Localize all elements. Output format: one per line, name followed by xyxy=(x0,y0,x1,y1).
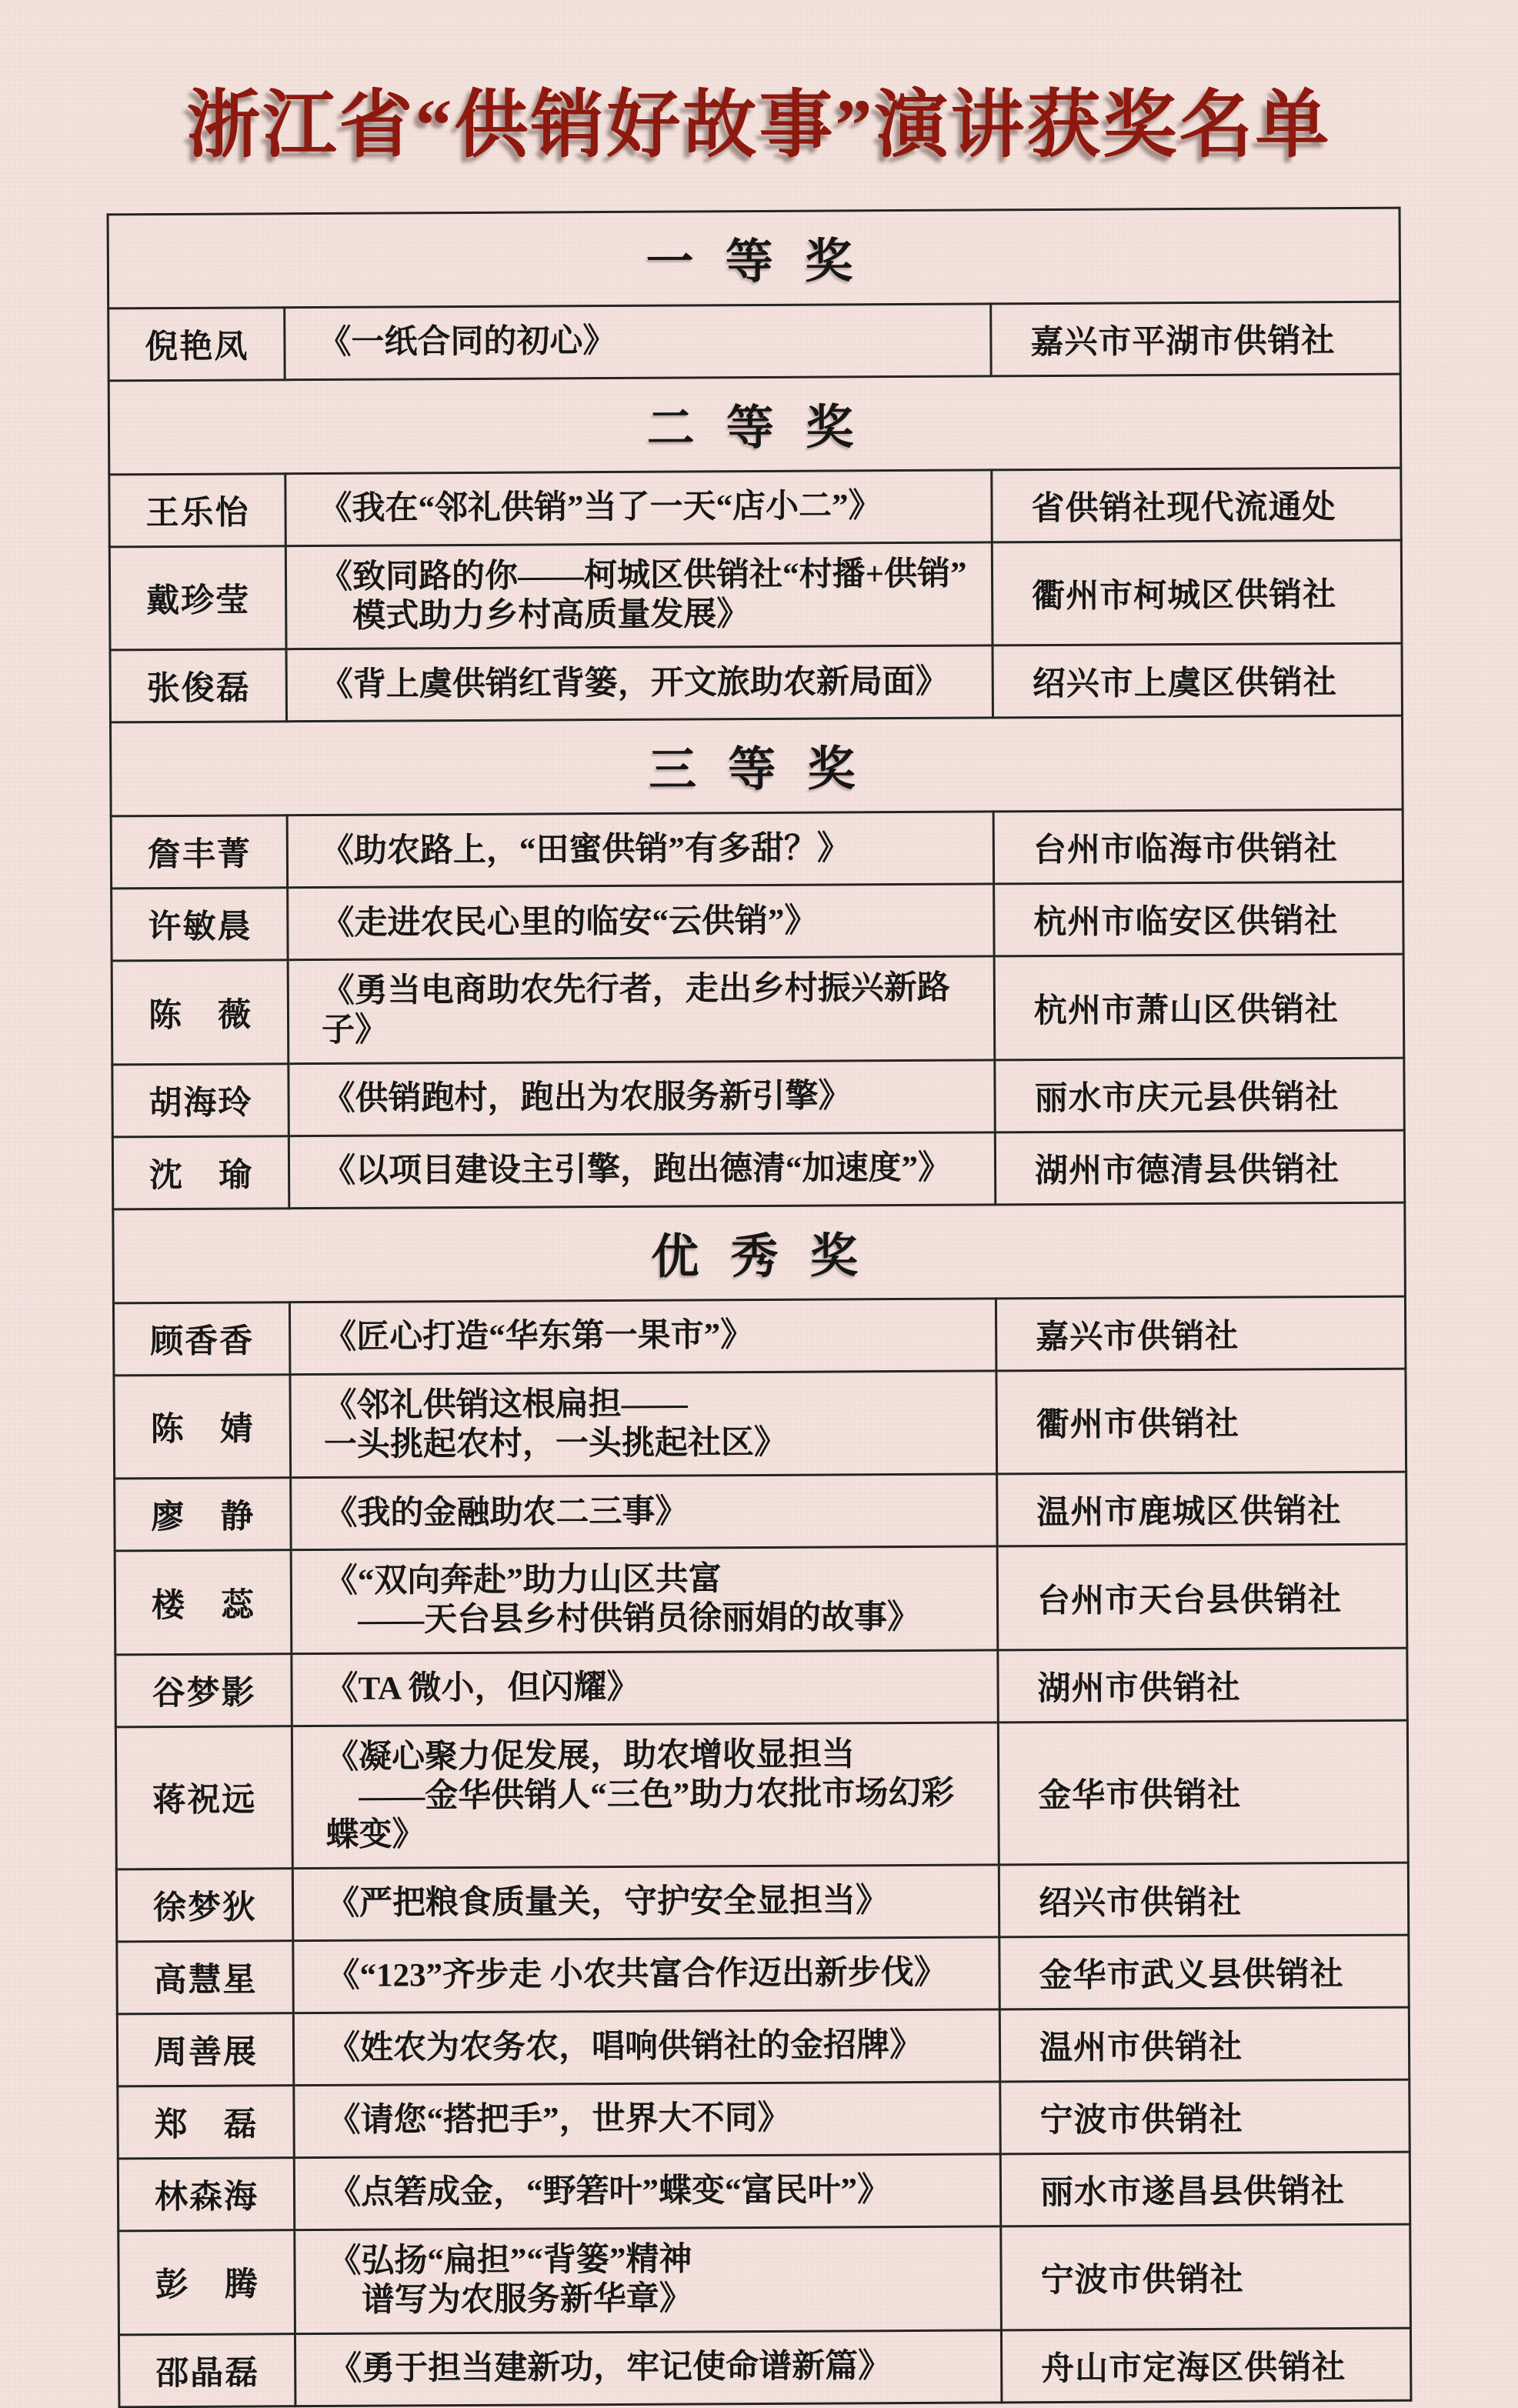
table-row xyxy=(115,1648,1406,1727)
story-title: 《助农路上，“田蜜供销”有多甜？》 xyxy=(287,812,993,888)
section-header-row xyxy=(108,208,1400,309)
organization: 杭州市萧山区供销社 xyxy=(994,955,1404,1060)
story-title: 《严把粮食质量关，守护安全显担当》 xyxy=(292,1865,999,1941)
section-header: 一 等 奖 xyxy=(108,208,1400,309)
winner-name: 彭 腾 xyxy=(118,2230,295,2335)
organization: 宁波市供销社 xyxy=(999,2079,1409,2154)
section-header-row xyxy=(110,716,1403,817)
story-title: 《背上虞供销红背篓，开文旅助农新局面》 xyxy=(286,645,993,722)
section-header: 三 等 奖 xyxy=(110,716,1403,817)
organization: 嘉兴市平湖市供销社 xyxy=(990,302,1400,376)
section-header-row xyxy=(112,1202,1405,1303)
winner-name: 顾香香 xyxy=(113,1302,289,1376)
organization: 丽水市遂昌县供销社 xyxy=(1000,2152,1410,2226)
story-title: 《勇于担当建新功，牢记使命谱新篇》 xyxy=(295,2330,1001,2406)
section-header-row xyxy=(108,374,1401,475)
story-title: 《弘扬“扁担”“背篓”精神 谱写为农服务新华章》 xyxy=(294,2226,1001,2333)
table-row xyxy=(117,2007,1409,2086)
table-row xyxy=(111,882,1403,962)
story-title: 《勇当电商助农先行者，走出乡村振兴新路子》 xyxy=(288,956,995,1063)
table-row xyxy=(118,2328,1410,2407)
story-title: 《以项目建设主引擎，跑出德清“加速度”》 xyxy=(289,1132,995,1209)
story-title: 《TA 微小，但闪耀》 xyxy=(291,1650,997,1726)
winner-name: 倪艳凤 xyxy=(108,308,284,381)
winner-name: 周善展 xyxy=(117,2013,293,2086)
organization: 湖州市德清县供销社 xyxy=(995,1130,1404,1205)
story-title: 《“123”齐步走 小农共富合作迈出新步伐》 xyxy=(292,1937,999,2013)
table-row xyxy=(115,1720,1408,1869)
winner-name: 郑 磊 xyxy=(117,2086,293,2159)
story-title: 《凝心聚力促发展，助农增收显担当 ——金华供销人“三色”助力农批市场幻彩蝶变》 xyxy=(292,1723,999,1869)
winner-name: 楼 蕊 xyxy=(115,1550,292,1655)
organization: 金华市供销社 xyxy=(998,1720,1408,1865)
winner-name: 陈 薇 xyxy=(112,960,289,1065)
winner-name: 高慧星 xyxy=(116,1941,292,2014)
winner-name: 张俊磊 xyxy=(110,649,286,722)
winner-name: 戴珍莹 xyxy=(109,546,286,651)
winner-name: 陈 婧 xyxy=(113,1375,290,1479)
table-row xyxy=(115,1545,1407,1655)
table-row xyxy=(108,302,1400,381)
organization: 台州市临海市供销社 xyxy=(993,810,1403,885)
story-title: 《“双向奔赴”助力山区共富 ——天台县乡村供销员徐丽娟的故事》 xyxy=(291,1546,998,1653)
winner-name: 沈 瑜 xyxy=(112,1136,289,1209)
story-title: 《我在“邻礼供销”当了一天“店小二”》 xyxy=(285,470,991,546)
story-title: 《走进农民心里的临安“云供销”》 xyxy=(287,884,993,960)
story-title: 《点箬成金，“野箬叶”蝶变“富民叶”》 xyxy=(294,2154,1000,2230)
winner-name: 许敏晨 xyxy=(111,888,287,961)
organization: 省供销社现代流通处 xyxy=(991,468,1400,542)
table-row xyxy=(118,2152,1410,2231)
winner-name: 邵晶磊 xyxy=(118,2333,295,2406)
table-row xyxy=(116,1863,1408,1942)
story-title: 《请您“搭把手”，世界大不同》 xyxy=(293,2082,999,2158)
table-row xyxy=(112,955,1404,1065)
story-title: 《邻礼供销这根扁担—— 一头挑起农村，一头挑起社区》 xyxy=(289,1371,996,1478)
organization: 舟山市定海区供销社 xyxy=(1001,2328,1410,2403)
table-row xyxy=(109,540,1402,650)
winner-name: 王乐怡 xyxy=(108,474,285,547)
table-row xyxy=(118,2224,1410,2334)
organization: 宁波市供销社 xyxy=(1000,2224,1410,2330)
winner-name: 谷梦影 xyxy=(115,1654,291,1727)
winner-name: 廖 静 xyxy=(114,1478,290,1551)
story-title: 《姓农为农务农，唱响供销社的金招牌》 xyxy=(293,2009,999,2086)
winner-name: 詹丰菁 xyxy=(111,815,287,889)
story-title: 《我的金融助农二三事》 xyxy=(290,1474,996,1550)
section-header: 二 等 奖 xyxy=(108,374,1401,475)
winner-name: 胡海玲 xyxy=(112,1064,288,1137)
table-row xyxy=(114,1472,1406,1552)
organization: 绍兴市供销社 xyxy=(999,1863,1408,1937)
section-header: 优 秀 奖 xyxy=(112,1202,1405,1303)
organization: 嘉兴市供销社 xyxy=(996,1296,1405,1371)
winner-name: 蒋祝远 xyxy=(115,1726,292,1869)
organization: 绍兴市上虞区供销社 xyxy=(993,644,1402,719)
story-title: 《匠心打造“华东第一果市”》 xyxy=(289,1299,996,1375)
story-title: 《一纸合同的初心》 xyxy=(284,304,990,380)
table-row xyxy=(108,468,1400,547)
table-row xyxy=(112,1130,1404,1209)
page-title: 浙江省“供销好故事”演讲获奖名单 xyxy=(186,84,1332,166)
winner-name: 林森海 xyxy=(118,2158,294,2231)
table-row xyxy=(113,1369,1406,1479)
table-row xyxy=(117,2079,1409,2159)
story-title: 《致同路的你——柯城区供销社“村播+供销” 模式助力乡村高质量发展》 xyxy=(285,542,993,649)
organization: 丽水市庆元县供销社 xyxy=(994,1058,1403,1132)
organization: 金华市武义县供销社 xyxy=(999,1935,1408,2009)
organization: 台州市天台县供销社 xyxy=(997,1545,1407,1650)
organization: 温州市鹿城区供销社 xyxy=(996,1472,1406,1547)
organization: 衢州市柯城区供销社 xyxy=(992,540,1402,645)
organization: 湖州市供销社 xyxy=(997,1648,1406,1723)
organization: 温州市供销社 xyxy=(999,2007,1409,2082)
winner-name: 徐梦狄 xyxy=(116,1869,292,1942)
organization: 衢州市供销社 xyxy=(996,1369,1406,1474)
awards-table xyxy=(106,207,1412,2408)
table-row xyxy=(110,644,1402,723)
table-row xyxy=(116,1935,1408,2014)
table-row xyxy=(112,1058,1403,1137)
table-row xyxy=(111,810,1403,889)
organization: 杭州市临安区供销社 xyxy=(993,882,1403,957)
story-title: 《供销跑村，跑出为农服务新引擎》 xyxy=(288,1060,994,1136)
table-row xyxy=(113,1296,1405,1376)
